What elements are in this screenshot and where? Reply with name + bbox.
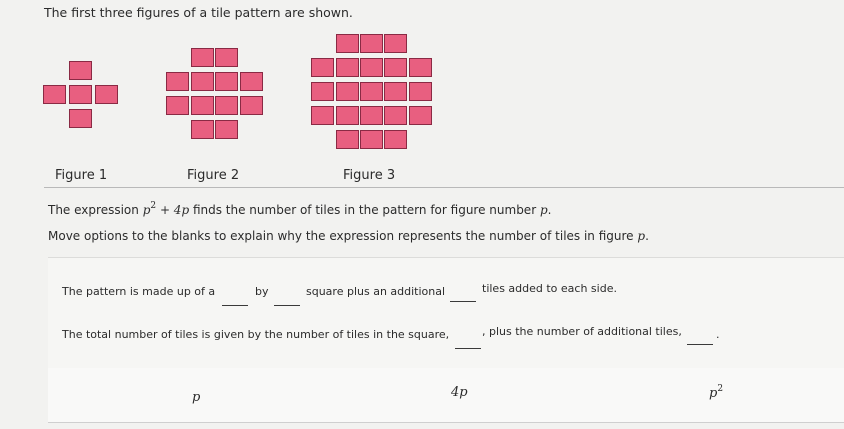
option-p[interactable]: p [192,390,201,405]
figure-2-shape [166,48,264,145]
figure-1-shape [43,61,118,134]
tile [69,85,92,104]
tile [95,85,118,104]
figure-3-label: Figure 3 [343,168,396,183]
tile [384,106,407,125]
figure-1-label: Figure 1 [55,168,108,183]
sentence1-part1: The pattern is made up of a [62,285,216,298]
tile [360,106,383,125]
tile [215,48,238,67]
tile [311,58,334,77]
tile [166,72,189,91]
sentence1-part3: square plus an additional [306,285,446,298]
tile [360,34,383,53]
tile [215,72,238,91]
sentence2-part1: The total number of tiles is given by the number of tiles in the square, [62,328,450,341]
tile [409,58,432,77]
expression-suffix: finds the number of tiles in the pattern for figure number [192,203,537,217]
sentence1-part2: by [255,285,269,298]
tile [191,96,214,115]
sentence1-part4: tiles added to each side. [482,282,617,295]
option-p-squared[interactable]: $p^2$ [709,384,724,401]
sentence2-part2: , plus the number of additional tiles, [482,325,682,338]
tile [215,120,238,139]
tile [384,58,407,77]
option-4p[interactable]: 4p [451,385,468,400]
tile [360,82,383,101]
tile [43,85,66,104]
tile [336,106,359,125]
blank-1[interactable] [222,305,248,306]
tile [69,61,92,80]
blank-4[interactable] [455,348,481,349]
instruction-text: Move options to the blanks to explain why the expression represents the number of tiles in figure p. [48,229,649,243]
tile [336,34,359,53]
blank-5[interactable] [687,344,713,345]
tile [69,109,92,128]
tile [311,82,334,101]
tile [384,82,407,101]
expression-statement: The expression $p^2 + 4p$ finds the number of tiles in the pattern for figure number p. [48,201,552,217]
tile [166,96,189,115]
intro-text: The first three figures of a tile pattern are shown. [44,5,353,20]
tile [191,120,214,139]
tile [240,96,263,115]
blank-2[interactable] [274,305,300,306]
expression-math: $p^2 + 4p$ [142,201,190,217]
tile [360,58,383,77]
figure-3-shape [311,34,433,156]
sentence2-end: . [716,328,720,341]
tile [384,130,407,149]
figure-variable: p [539,203,548,217]
tile [336,130,359,149]
tile [240,72,263,91]
figure-2-label: Figure 2 [187,168,240,183]
blank-3[interactable] [450,301,476,302]
tile [336,82,359,101]
tile [191,48,214,67]
tile [360,130,383,149]
tile [215,96,238,115]
tile [336,58,359,77]
tile [191,72,214,91]
figure-variable: p [637,229,646,243]
tile [384,34,407,53]
options-bank [48,368,844,423]
tile [409,82,432,101]
tile [409,106,432,125]
answer-panel [48,257,844,369]
tile [311,106,334,125]
expression-prefix: The expression [48,203,139,217]
divider [44,187,844,188]
